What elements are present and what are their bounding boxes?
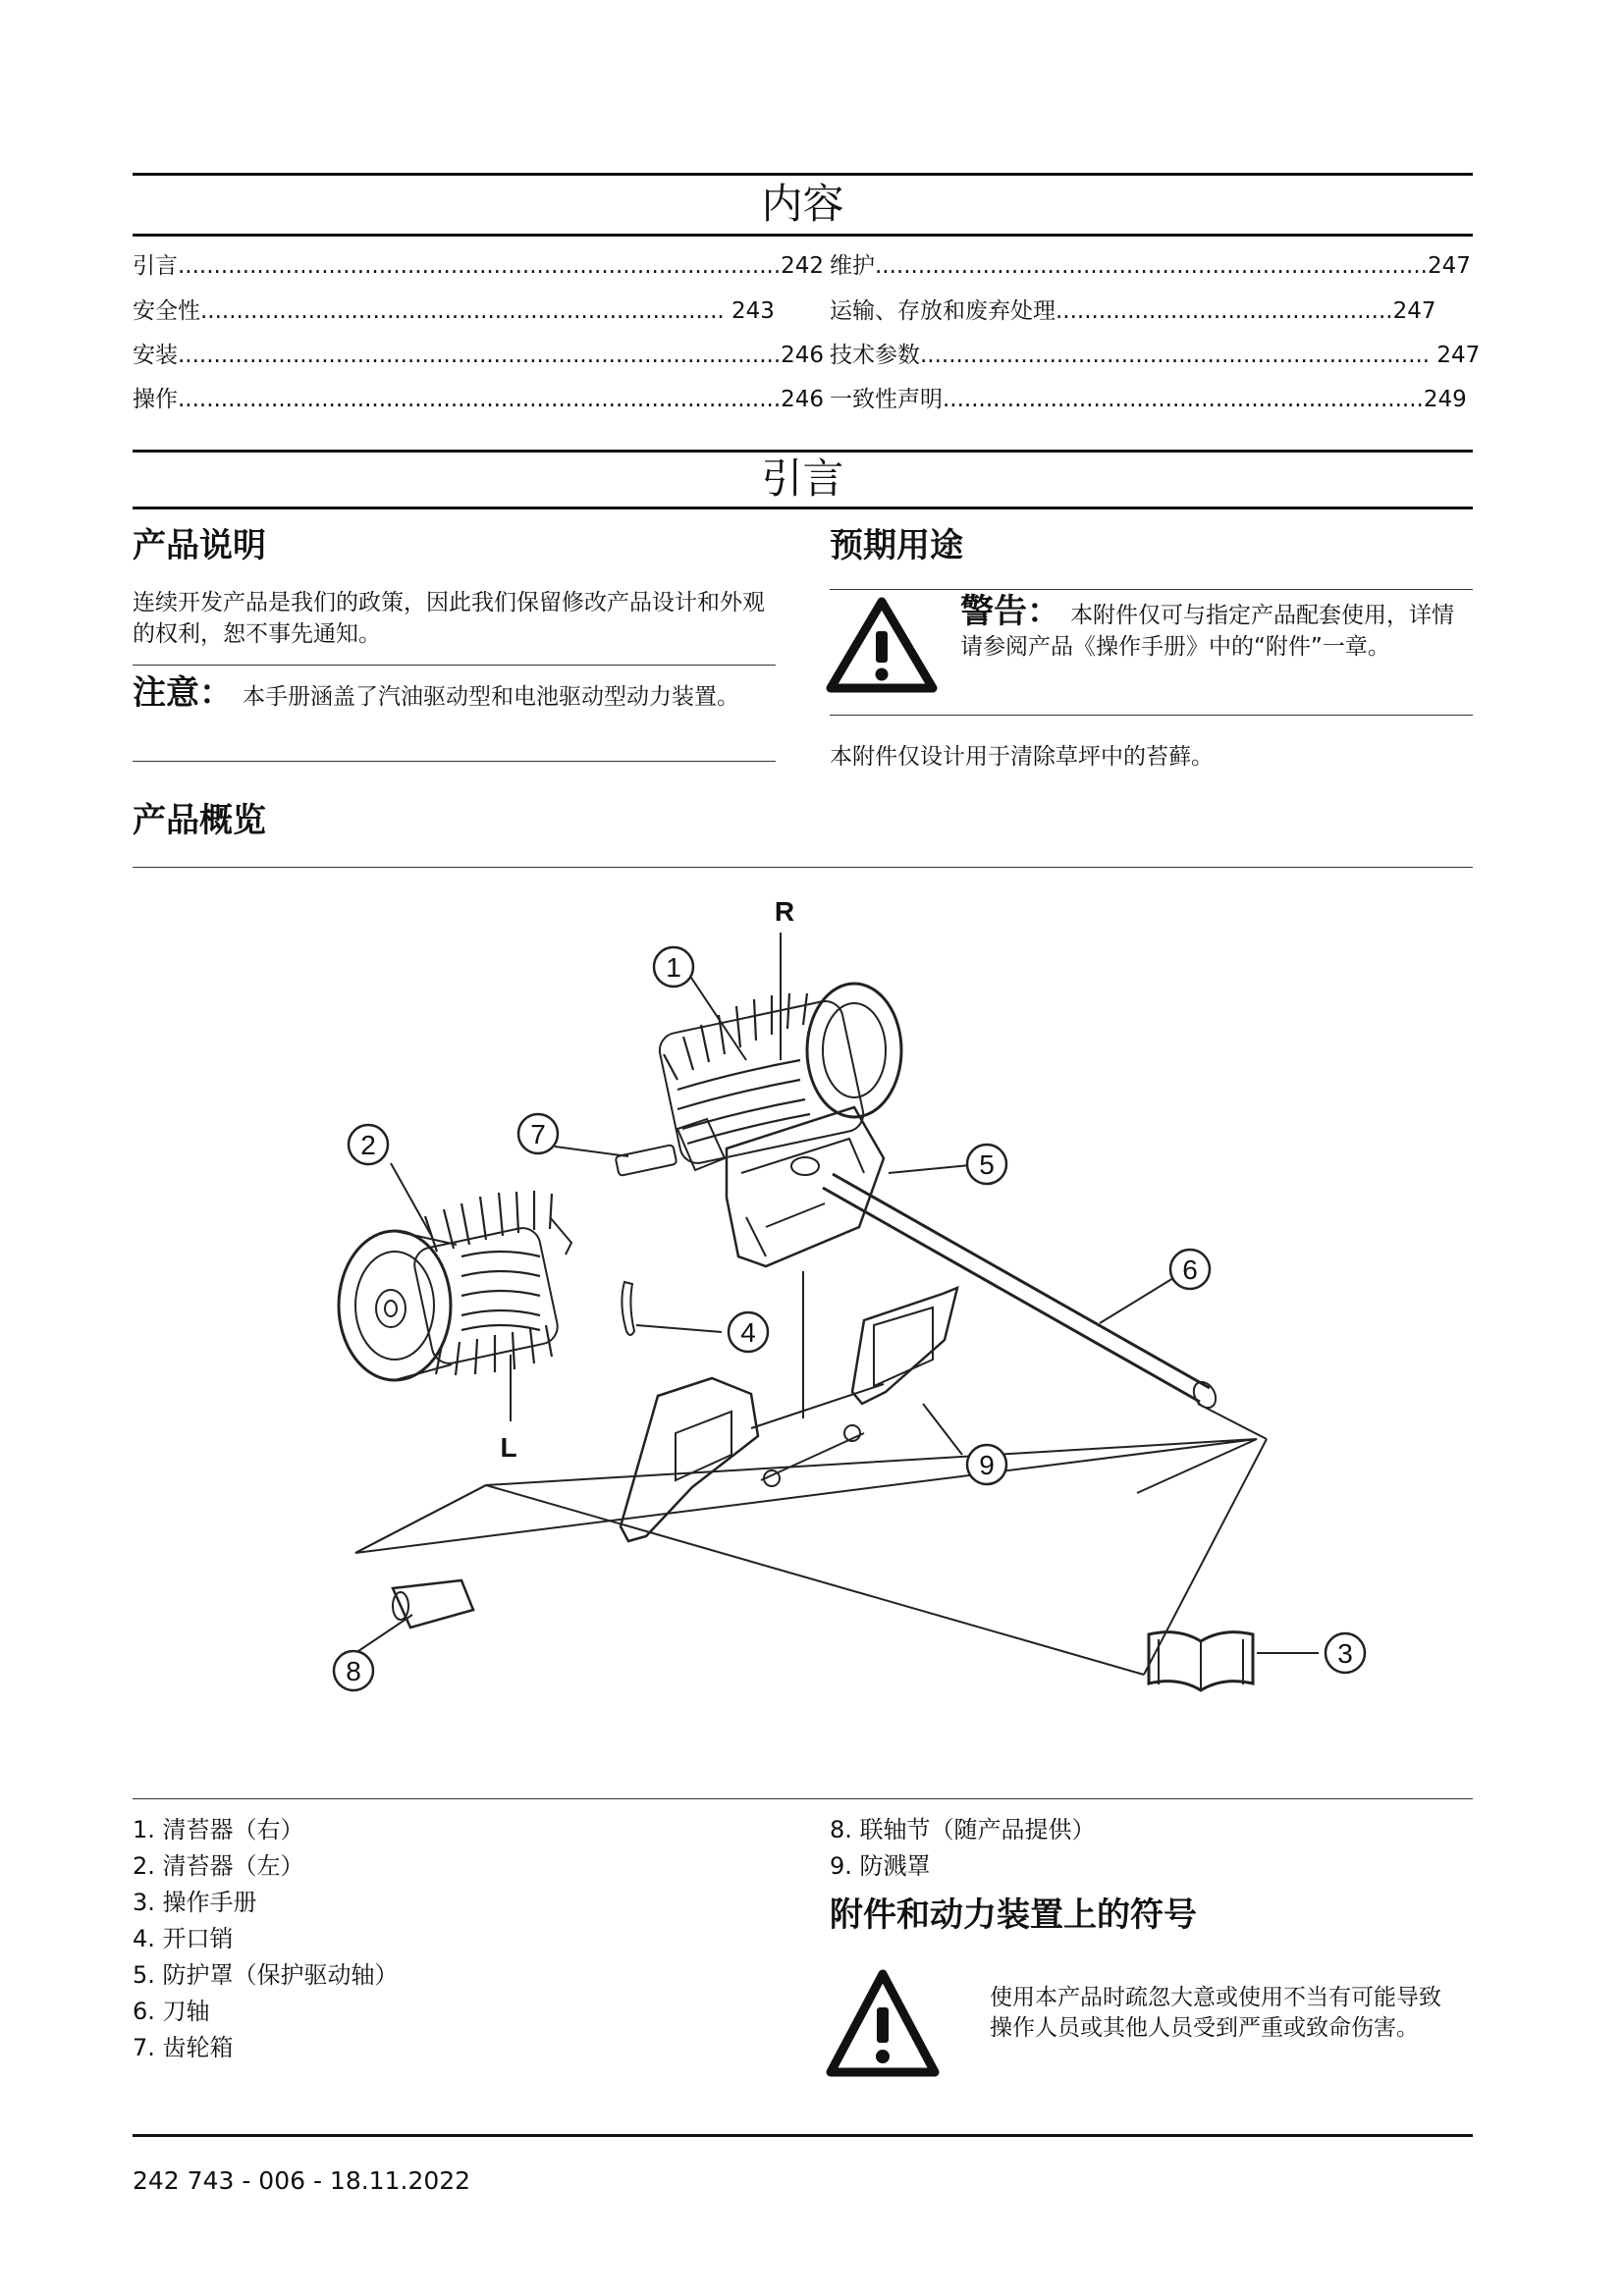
list-item: 5. 防护罩（保护驱动轴） — [133, 1961, 399, 1989]
symbols-text: 使用本产品时疏忽大意或使用不当有可能导致操作人员或其他人员受到严重或致命伤害。 — [990, 1985, 1441, 2041]
toc-leader-dots: .................................................................................... — [178, 253, 782, 279]
note-text: 本手册涵盖了汽油驱动型和电池驱动型动力装置。 — [243, 684, 739, 710]
footer-rule — [133, 2134, 1473, 2137]
toc-entry-title: 运输、存放和废弃处理 — [830, 298, 1056, 324]
toc-entry-page: 243 — [731, 298, 775, 324]
callout-5: 5 — [979, 1149, 995, 1180]
list-item: 8. 联轴节（随产品提供） — [830, 1816, 1096, 1843]
list-item: 1. 清苔器（右） — [133, 1816, 304, 1843]
toc-leader-dots: ......................................................................... — [200, 298, 732, 324]
footer-doc-ref: 242 743 - 006 - 18.11.2022 — [133, 2166, 471, 2195]
note-label: 注意： — [133, 673, 233, 713]
warning-box — [960, 592, 1471, 663]
callout-8: 8 — [346, 1656, 361, 1686]
callout-4: 4 — [740, 1317, 756, 1348]
toc-leader-dots: ............................................... — [1056, 298, 1393, 324]
toc-entry-page: 246 — [781, 387, 825, 412]
list-item: 6. 刀轴 — [133, 1998, 210, 2025]
callout-7: 7 — [530, 1119, 546, 1149]
product-overview-diagram — [295, 883, 1424, 1708]
toc-leader-dots: ............................................................................. — [875, 253, 1428, 279]
warning-triangle-icon — [825, 596, 939, 694]
toc-leader-dots: .................................................................................... — [178, 387, 782, 412]
intended-use-heading: 预期用途 — [830, 526, 963, 565]
callout-l: L — [500, 1432, 517, 1463]
toc-entry-page: 249 — [1423, 387, 1467, 412]
callout-1: 1 — [666, 952, 681, 983]
toc-entry-page: 247 — [1436, 343, 1481, 368]
callout-9: 9 — [979, 1450, 995, 1480]
warning-top-rule — [830, 589, 1473, 590]
toc-top-rule — [133, 173, 1473, 176]
callout-3: 3 — [1337, 1638, 1353, 1669]
product-description-text: 连续开发产品是我们的政策，因此我们保留修改产品设计和外观的权利，恕不事先通知。 — [133, 590, 765, 647]
toc-entry[interactable] — [133, 251, 825, 281]
toc-entry[interactable] — [830, 385, 1473, 414]
note-top-rule — [133, 665, 776, 666]
toc-entry[interactable] — [830, 251, 1473, 281]
toc-entry-page: 246 — [781, 343, 825, 368]
list-item: 2. 清苔器（左） — [133, 1852, 304, 1880]
toc-entry-title: 操作 — [133, 387, 178, 412]
toc-entry-page: 242 — [781, 253, 825, 279]
toc-entry[interactable] — [133, 385, 825, 414]
toc-entry-title: 技术参数 — [830, 343, 920, 368]
toc-leader-dots: .................................................................................... — [178, 343, 782, 368]
toc-entry-title: 安全性 — [133, 298, 200, 324]
warning-text: 本附件仅可与指定产品配套使用，详情请参阅产品《操作手册》中的“附件”一章。 — [960, 603, 1454, 660]
toc-entry-title: 引言 — [133, 253, 178, 279]
overview-heading: 产品概览 — [133, 801, 266, 840]
toc-entry-page: 247 — [1392, 298, 1436, 324]
note-bottom-rule — [133, 761, 776, 762]
toc-leader-dots: ....................................................................... — [920, 343, 1437, 368]
callout-r: R — [774, 896, 795, 927]
list-item: 3. 操作手册 — [133, 1889, 257, 1916]
toc-title: 内容 — [761, 180, 844, 228]
toc-entry[interactable] — [830, 296, 1473, 326]
symbols-heading: 附件和动力装置上的符号 — [830, 1896, 1197, 1935]
overview-top-rule — [133, 867, 1473, 868]
warning-label: 警告： — [960, 592, 1060, 631]
toc-bottom-rule — [133, 234, 1473, 237]
list-item: 7. 齿轮箱 — [133, 2034, 234, 2061]
note-box — [133, 673, 781, 717]
toc-entry-title: 安装 — [133, 343, 178, 368]
toc-entry[interactable] — [133, 296, 776, 326]
product-description-heading: 产品说明 — [133, 526, 266, 565]
toc-entry[interactable] — [133, 341, 825, 370]
parts-top-rule — [133, 1798, 1473, 1799]
toc-leader-dots: ................................................................... — [943, 387, 1424, 412]
intro-bottom-rule — [133, 507, 1473, 509]
intro-title: 引言 — [761, 454, 844, 503]
callout-6: 6 — [1182, 1255, 1198, 1285]
list-item: 9. 防溅罩 — [830, 1852, 931, 1880]
callout-2: 2 — [360, 1130, 376, 1160]
warning-bottom-rule — [830, 715, 1473, 716]
intended-use-text: 本附件仅设计用于清除草坪中的苔藓。 — [830, 744, 1214, 770]
toc-entry-title: 维护 — [830, 253, 875, 279]
intro-top-rule — [133, 450, 1473, 453]
toc-entry-page: 247 — [1427, 253, 1471, 279]
toc-entry-title: 一致性声明 — [830, 387, 943, 412]
list-item: 4. 开口销 — [133, 1925, 234, 1952]
warning-triangle-icon — [825, 1968, 941, 2078]
toc-entry[interactable] — [830, 341, 1481, 370]
